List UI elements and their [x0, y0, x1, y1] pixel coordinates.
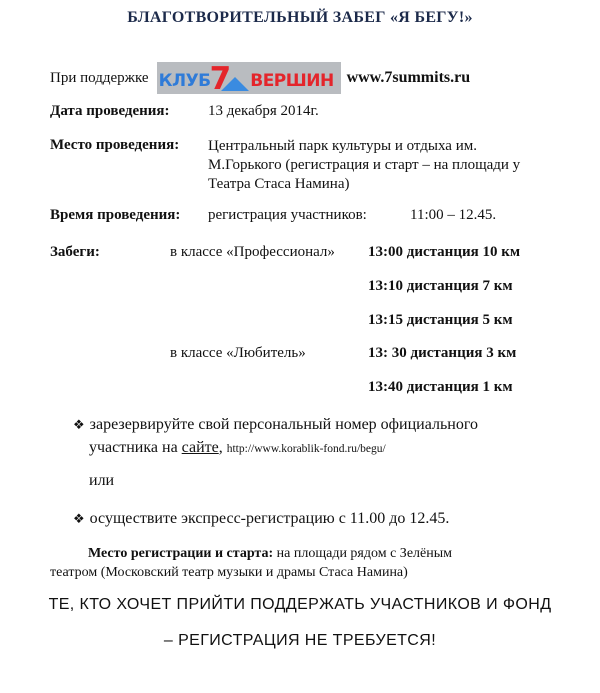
footer-line-1: ТЕ, КТО ХОЧЕТ ПРИЙТИ ПОДДЕРЖАТЬ УЧАСТНИКОВ И ФОНД: [48, 596, 552, 613]
time-hours: 11:00 – 12.45.: [410, 207, 497, 223]
venue-line: М.Горького (регистрация и старт – на площади у: [208, 157, 521, 173]
registration-url[interactable]: http://www.korablik-fond.ru/begu/: [226, 443, 386, 455]
sponsor-url[interactable]: www.7summits.ru: [346, 69, 471, 86]
time-label: Время проведения:: [50, 207, 181, 223]
sponsor-label: При поддержке: [50, 69, 149, 86]
date-value: 13 декабря 2014г.: [208, 103, 319, 119]
logo-text-right: ВЕРШИН: [250, 71, 334, 91]
run-item: 13:00 дистанция 10 км: [368, 244, 521, 260]
bullet-text: осуществите экспресс-регистрацию с 11.00 до 12.45.: [89, 510, 450, 527]
diamond-bullet-icon: ❖: [73, 417, 85, 432]
run-item: 13:10 дистанция 7 км: [368, 278, 513, 294]
runs-label: Забеги:: [50, 244, 100, 260]
logo-seven: 7: [209, 61, 232, 97]
venue-line: Центральный парк культуры и отдыха им.: [208, 138, 477, 154]
start-place-text: театром (Московский театр музыки и драмы Стаса Намина): [50, 565, 408, 580]
logo-text-left: КЛУБ: [158, 71, 211, 91]
or-text: или: [89, 472, 115, 489]
bullet-express: [73, 507, 449, 530]
run-item: 13: 30 дистанция 3 км: [368, 345, 517, 361]
start-place-text: на площади рядом с Зелёным: [273, 546, 452, 561]
sponsor-logo: [157, 61, 341, 97]
bullet-text: участника на: [89, 439, 182, 456]
venue-label: Место проведения:: [50, 137, 180, 153]
page-title: БЛАГОТВОРИТЕЛЬНЫЙ ЗАБЕГ «Я БЕГУ!»: [127, 9, 473, 26]
class-amateur: в классе «Любитель»: [170, 345, 306, 361]
run-item: 13:15 дистанция 5 км: [368, 312, 513, 328]
mountain-icon: [221, 77, 249, 91]
venue-value: [208, 137, 520, 194]
start-place: [50, 544, 570, 582]
footer-line-2: – РЕГИСТРАЦИЯ НЕ ТРЕБУЕТСЯ!: [163, 632, 437, 649]
class-professional: в классе «Профессионал»: [170, 244, 335, 260]
bullet-reserve: [73, 413, 478, 461]
venue-line: Театра Стаса Намина): [208, 176, 350, 192]
date-label: Дата проведения:: [50, 103, 170, 119]
time-value: регистрация участников:: [208, 207, 367, 223]
comma: ,: [218, 439, 223, 456]
sponsor-row: [50, 61, 471, 97]
site-link[interactable]: сайте: [181, 439, 219, 456]
run-item: 13:40 дистанция 1 км: [368, 379, 513, 395]
bullet-text: зарезервируйте свой персональный номер официального: [89, 416, 478, 433]
start-place-label: Место регистрации и старта:: [88, 546, 274, 561]
diamond-bullet-icon: ❖: [73, 511, 85, 526]
